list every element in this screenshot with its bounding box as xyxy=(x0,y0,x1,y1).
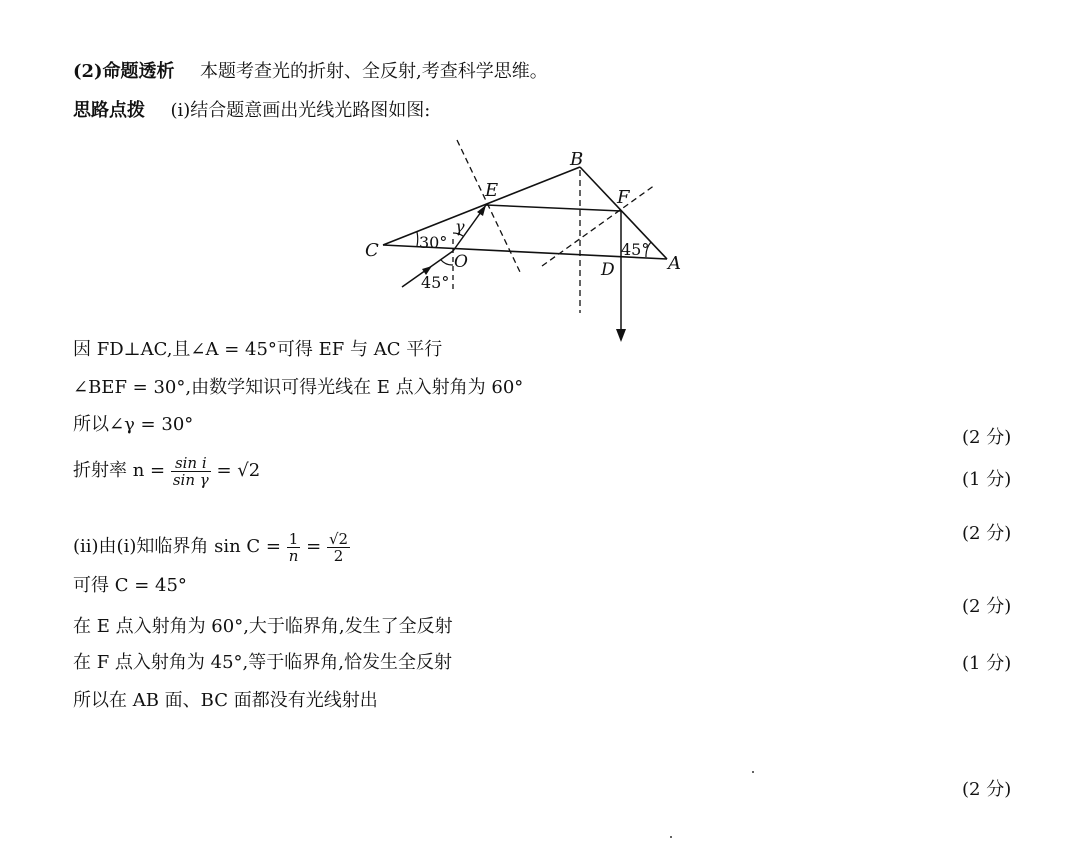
score-marker: (1 分) xyxy=(962,469,1012,490)
solution-line-3: 所以∠γ = 30° xyxy=(73,414,194,435)
critical-denominator-2: 2 xyxy=(333,546,344,565)
critical-denominator-1: n xyxy=(288,546,299,565)
score-marker: (2 分) xyxy=(962,779,1012,800)
hint-label: 思路点拨 xyxy=(73,100,145,121)
label-gamma: γ xyxy=(455,217,465,236)
refraction-prefix: 折射率 n = xyxy=(73,460,166,481)
critical-numerator-1: 1 xyxy=(287,531,301,548)
edge-cb xyxy=(383,167,580,245)
solution-line-9: 所以在 AB 面、BC 面都没有光线射出 xyxy=(73,690,378,711)
solution-line-6: 可得 C = 45° xyxy=(73,575,187,596)
critical-equals: = xyxy=(306,536,322,557)
hint-text: (ⅰ)结合题意画出光线光路图如图: xyxy=(170,100,431,121)
analysis-text: 本题考查光的折射、全反射,考查科学思维。 xyxy=(200,61,548,82)
score-marker: (2 分) xyxy=(962,596,1012,617)
refraction-fraction xyxy=(171,455,211,488)
critical-fraction-2 xyxy=(327,531,350,564)
ray-arrowhead-down xyxy=(616,329,626,342)
light-path-diagram xyxy=(355,135,695,350)
scan-speck xyxy=(670,836,672,838)
arc-angle-c xyxy=(417,232,418,246)
analysis-line xyxy=(73,60,548,84)
label-e: E xyxy=(485,180,499,201)
label-o: O xyxy=(454,252,468,272)
label-angle-c: 30° xyxy=(419,233,448,252)
refraction-denominator: sin γ xyxy=(172,470,209,489)
analysis-label: (2)命题透析 xyxy=(73,61,175,82)
arc-incident xyxy=(441,260,453,265)
refraction-numerator: sin i xyxy=(171,455,211,472)
label-a: A xyxy=(668,253,681,274)
solution-line-7: 在 E 点入射角为 60°,大于临界角,发生了全反射 xyxy=(73,616,453,637)
label-angle-in: 45° xyxy=(421,273,450,292)
label-angle-a: 45° xyxy=(621,240,650,259)
score-marker: (1 分) xyxy=(962,653,1012,674)
critical-fraction-1 xyxy=(287,531,301,564)
scan-speck xyxy=(752,771,754,773)
critical-angle-line xyxy=(73,527,350,567)
score-marker: (2 分) xyxy=(962,523,1012,544)
refraction-suffix: = √2 xyxy=(216,460,261,481)
solution-line-8: 在 F 点入射角为 45°,等于临界角,恰发生全反射 xyxy=(73,652,453,673)
label-d: D xyxy=(601,260,615,280)
hint-line xyxy=(73,99,430,123)
score-marker: (2 分) xyxy=(962,427,1012,448)
refraction-index-line xyxy=(73,453,260,489)
label-c: C xyxy=(365,240,379,261)
critical-prefix: (ⅱ)由(ⅰ)知临界角 sin C = xyxy=(73,536,281,557)
critical-numerator-2: √2 xyxy=(328,529,349,548)
label-f: F xyxy=(617,187,630,208)
solution-line-1: 因 FD⊥AC,且∠A = 45°可得 EF 与 AC 平行 xyxy=(73,339,443,360)
label-b: B xyxy=(570,149,584,170)
ray-e-f xyxy=(486,205,621,211)
solution-line-2: ∠BEF = 30°,由数学知识可得光线在 E 点入射角为 60° xyxy=(73,377,524,398)
